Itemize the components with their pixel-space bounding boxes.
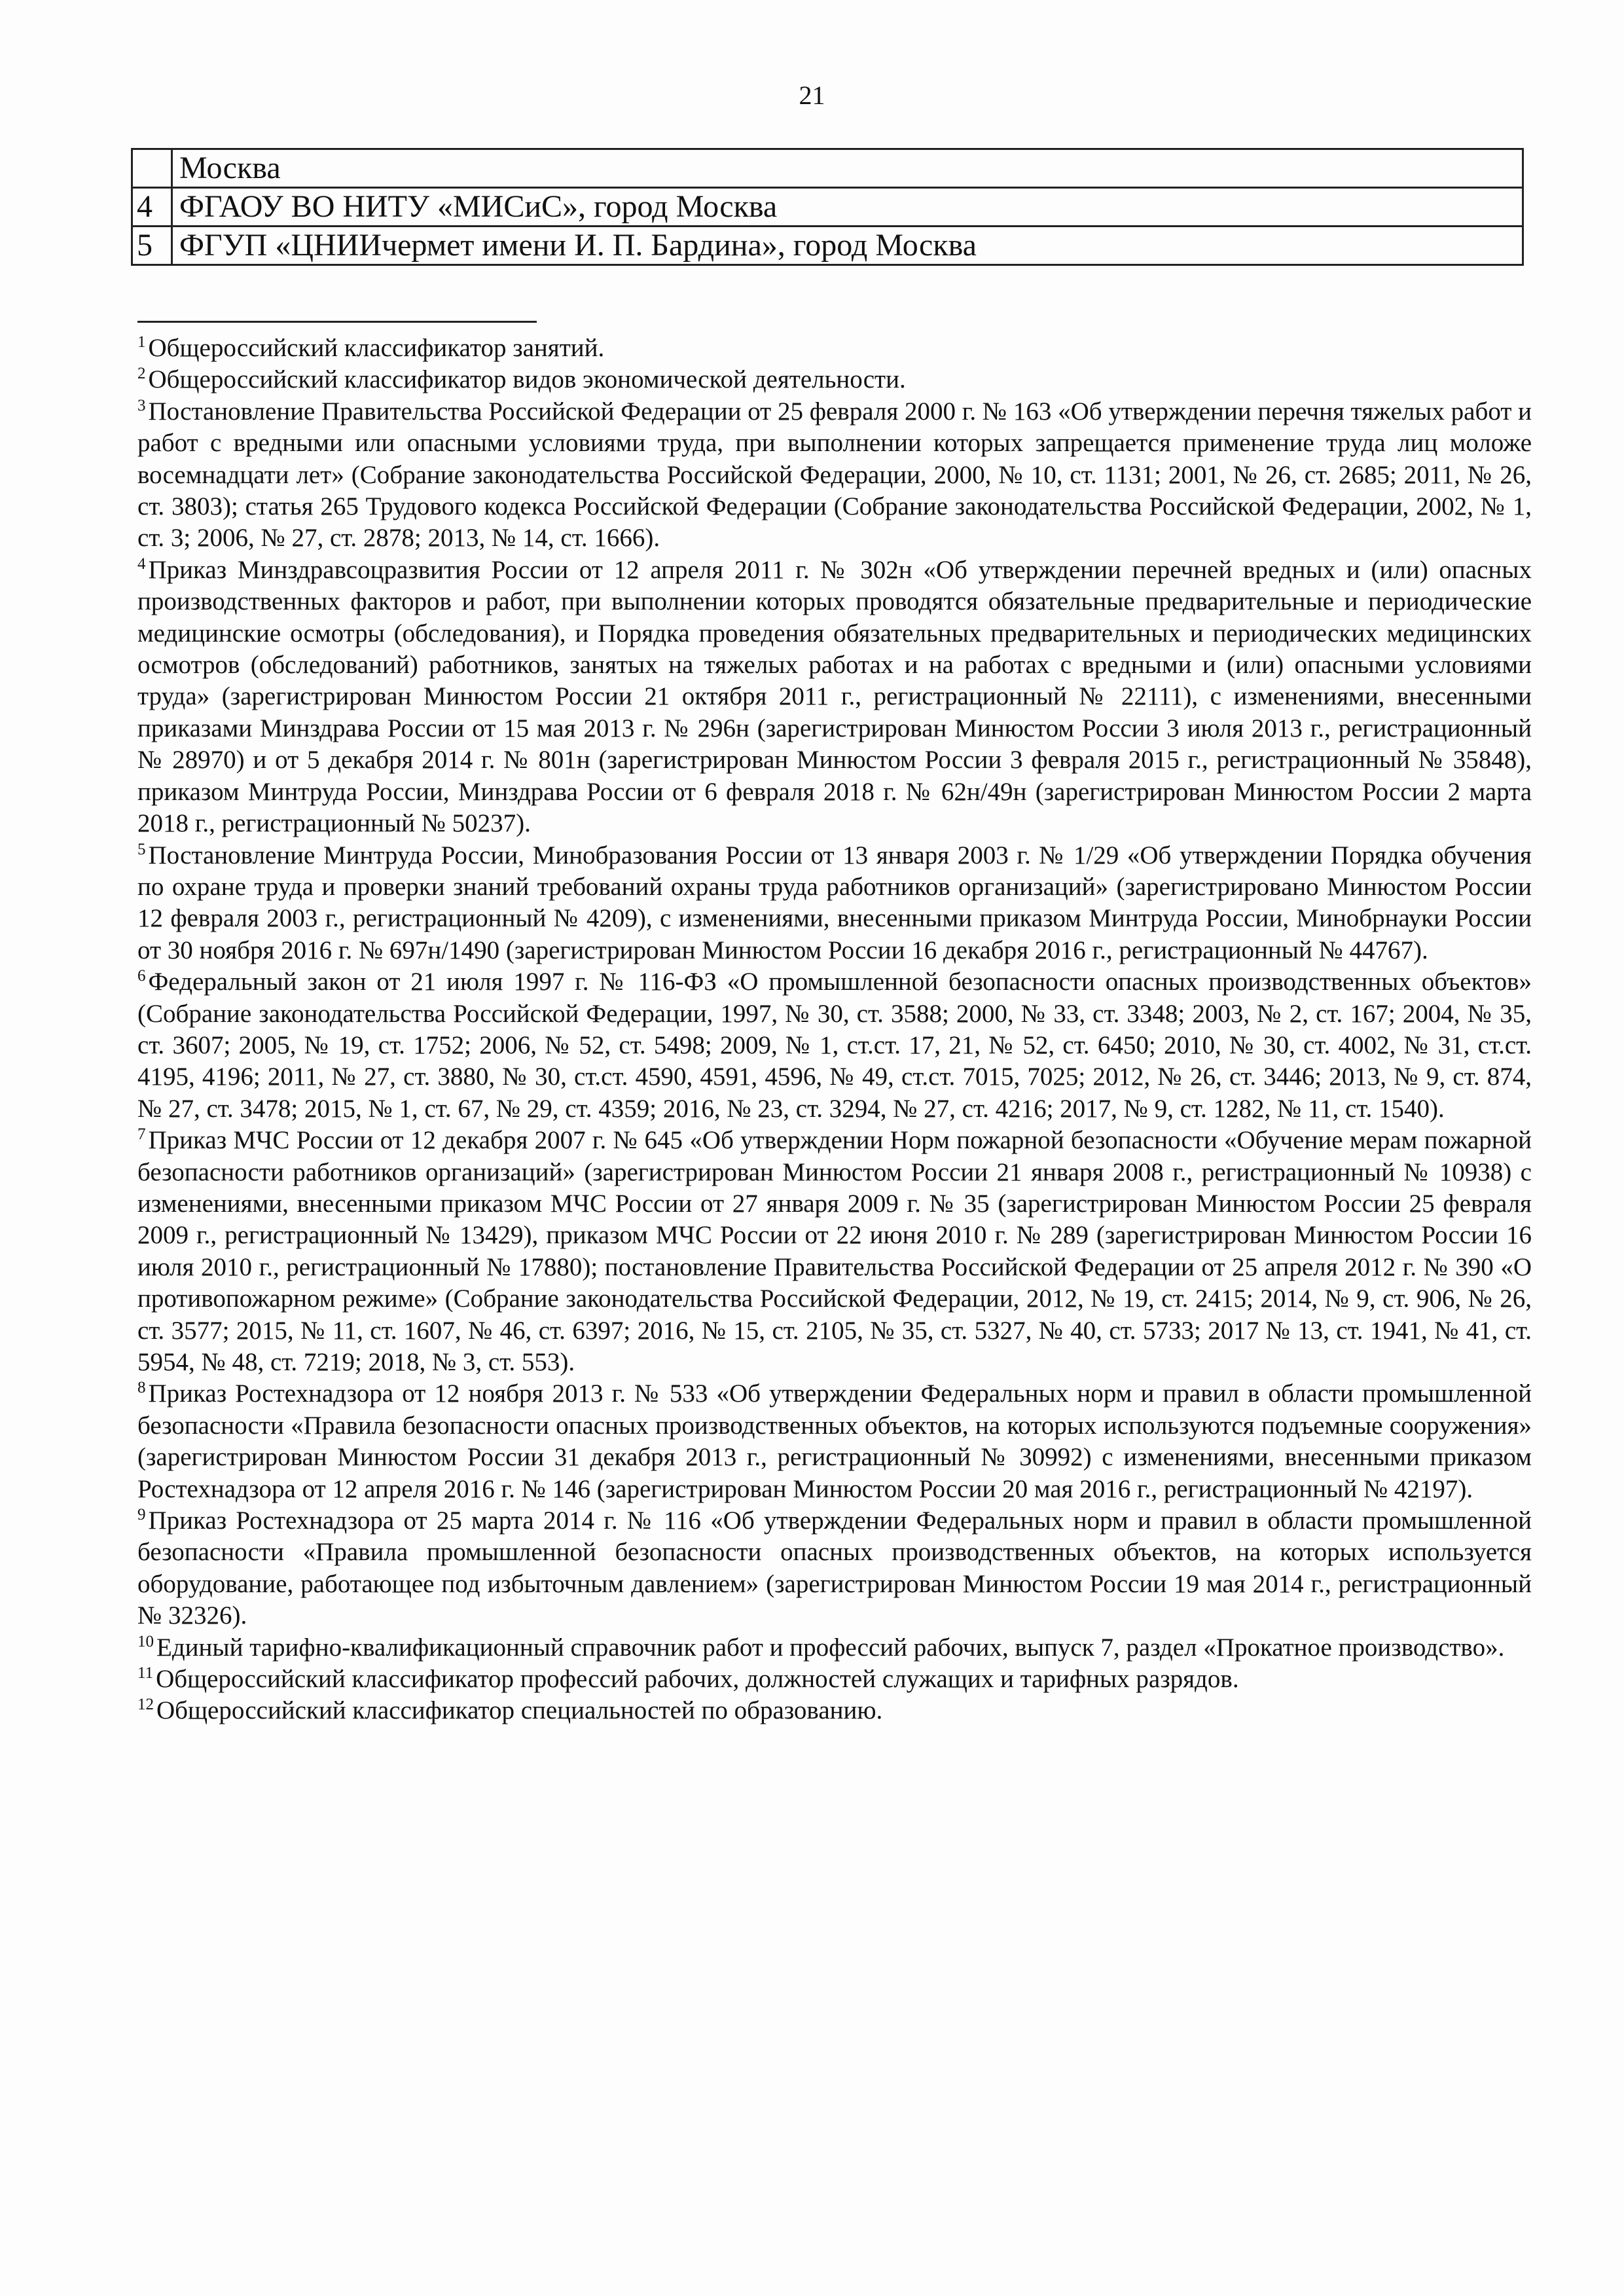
table-row: [132, 149, 1523, 188]
row-text: Москва: [172, 149, 1523, 188]
organizations-table: [131, 148, 1524, 266]
footnote-text: Общероссийский классификатор занятий.: [148, 334, 605, 362]
table-row: [132, 188, 1523, 227]
footnote-text: Федеральный закон от 21 июля 1997 г. № 116-ФЗ «О промышленной безопасности опасных производственных объектов» (Собрание законодательства Российской Федерации, 1997, № 30, ст. 3588; 2000, № 33, ст. 3348; 2003, № 2, ст. 167; 2004, № 35, ст. 3607; 2005, № 19, ст. 1752; 2006, № 52, ст. 5498; 2009, № 1, ст.ст. 17, 21, № 52, ст. 6450; 2010, № 30, ст. 4002, № 31, ст.ст. 4195, 4196; 2011, № 27, ст. 3880, № 30, ст.ст. 4590, 4591, 4596, № 49, ст.ст. 7015, 7025; 2012, № 26, ст. 3446; 2013, № 9, ст. 874, № 27, ст. 3478; 2015, № 1, ст. 67, № 29, ст. 4359; 2016, № 23, ст. 3294, № 27, ст. 4216; 2017, № 9, ст. 1282, № 11, ст. 1540).: [137, 968, 1532, 1123]
footnote-number: 9: [137, 1506, 146, 1524]
footnote-text: Приказ МЧС России от 12 декабря 2007 г. № 645 «Об утверждении Норм пожарной безопасности «Обучение мерам пожарной безопасности работников организаций» (зарегистрирован Минюстом России 21 января 2008 г., регистрационный № 10938) с изменениями, внесенными приказом МЧС России от 27 января 2009 г. № 35 (зарегистрирован Минюстом России 25 февраля 2009 г., регистрационный № 13429), приказом МЧС России от 22 июня 2010 г. № 289 (зарегистрирован Минюстом России 16 июля 2010 г., регистрационный № 17880); постановление Правительства Российской Федерации от 25 апреля 2012 г. № 390 «О противопожарном режиме» (Собрание законодательства Российской Федерации, 2012, № 19, ст. 2415; 2014, № 9, ст. 906, № 26, ст. 3577; 2015, № 11, ст. 1607, № 46, ст. 6397; 2016, № 15, ст. 2105, № 35, ст. 5327, № 40, ст. 5733; 2017 № 13, ст. 1941, № 41, ст. 5954, № 48, ст. 7219; 2018, № 3, ст. 553).: [137, 1126, 1532, 1376]
footnote-number: 5: [137, 840, 146, 858]
footnote: [137, 1505, 1532, 1632]
footnote-number: 4: [137, 555, 146, 573]
row-number: [132, 149, 172, 188]
footnote-number: 11: [137, 1664, 154, 1683]
row-text: ФГУП «ЦНИИчермет имени И. П. Бардина», город Москва: [172, 227, 1523, 265]
footnote: [137, 364, 1532, 395]
footnote-number: 3: [137, 396, 146, 414]
footnote: [137, 1125, 1532, 1378]
footnote-text: Приказ Ростехнадзора от 12 ноября 2013 г. № 533 «Об утверждении Федеральных норм и правил в области промышленной безопасности «Правила безопасности опасных производственных объектов, на которых используются подъемные сооружения» (зарегистрирован Минюстом России 31 декабря 2013 г., регистрационный № 30992) с изменениями, внесенными приказом Ростехнадзора от 12 апреля 2016 г. № 146 (зарегистрирован Минюстом России 20 мая 2016 г., регистрационный № 42197).: [137, 1379, 1532, 1503]
footnote-number: 12: [137, 1696, 154, 1714]
footnote: [137, 1664, 1532, 1695]
footnote: [137, 333, 1532, 364]
footnote-number: 2: [137, 365, 146, 383]
footnote-number: 6: [137, 967, 146, 985]
page-number: 21: [799, 81, 825, 110]
footnote-number: 10: [137, 1632, 154, 1650]
row-text: ФГАОУ ВО НИТУ «МИСиС», город Москва: [172, 188, 1523, 227]
footnote: [137, 1695, 1532, 1726]
footnote-text: Приказ Минздравсоцразвития России от 12 апреля 2011 г. № 302н «Об утверждении перечней вредных и (или) опасных производственных факторов и работ, при выполнении которых проводятся обязательные предварительные и периодические медицинские осмотры (обследования), и Порядка проведения обязательных предварительных и периодических медицинских осмотров (обследований) работников, занятых на тяжелых работах и на работах с вредными и (или) опасными условиями труда» (зарегистрирован Минюстом России 21 октября 2011 г., регистрационный № 22111), с изменениями, внесенными приказами Минздрава России от 15 мая 2013 г. № 296н (зарегистрирован Минюстом России 3 июля 2013 г., регистрационный № 28970) и от 5 декабря 2014 г. № 801н (зарегистрирован Минюстом России 3 февраля 2015 г., регистрационный № 35848), приказом Минтруда России, Минздрава России от 6 февраля 2018 г. № 62н/49н (зарегистрирован Минюстом России 2 марта 2018 г., регистрационный № 50237).: [137, 555, 1532, 838]
footnote-text: Приказ Ростехнадзора от 25 марта 2014 г. № 116 «Об утверждении Федеральных норм и правил в области промышленной безопасности «Правила промышленной безопасности опасных производственных объектов, на которых используется оборудование, работающее под избыточным давлением» (зарегистрирован Минюстом России 19 мая 2014 г., регистрационный № 32326).: [137, 1506, 1532, 1630]
footnote-separator: [137, 321, 537, 323]
row-number: 5: [132, 227, 172, 265]
footnote: [137, 966, 1532, 1125]
footnote: [137, 840, 1532, 967]
footnote-text: Единый тарифно-квалификационный справочник работ и профессий рабочих, выпуск 7, раздел «Прокатное производство».: [156, 1633, 1505, 1662]
footnote-number: 1: [137, 333, 146, 351]
footnote: [137, 1632, 1532, 1664]
footnote: [137, 555, 1532, 840]
footnote-text: Постановление Правительства Российской Федерации от 25 февраля 2000 г. № 163 «Об утверждении перечня тяжелых работ и работ с вредными или опасными условиями труда, при выполнении которых запрещается применение труда лиц моложе восемнадцати лет» (Собрание законодательства Российской Федерации, 2000, № 10, ст. 1131; 2001, № 26, ст. 2685; 2011, № 26, ст. 3803); статья 265 Трудового кодекса Российской Федерации (Собрание законодательства Российской Федерации, 2002, № 1, ст. 3; 2006, № 27, ст. 2878; 2013, № 14, ст. 1666).: [137, 397, 1532, 553]
footnote-number: 8: [137, 1379, 146, 1397]
table-row: [132, 227, 1523, 265]
row-number: 4: [132, 188, 172, 227]
footnote-text: Общероссийский классификатор профессий рабочих, должностей служащих и тарифных разрядов.: [156, 1665, 1239, 1694]
footnotes: [137, 333, 1532, 1727]
footnote-text: Общероссийский классификатор специальностей по образованию.: [156, 1696, 883, 1725]
footnote: [137, 396, 1532, 555]
footnote-number: 7: [137, 1125, 146, 1144]
footnote: [137, 1378, 1532, 1505]
footnote-text: Постановление Минтруда России, Минобразования России от 13 января 2003 г. № 1/29 «Об утверждении Порядка обучения по охране труда и проверки знаний требований охраны труда работников организаций» (зарегистрировано Минюстом России 12 февраля 2003 г., регистрационный № 4209), с изменениями, внесенными приказом Минтруда России, Минобрнауки России от 30 ноября 2016 г. № 697н/1490 (зарегистрирован Минюстом России 16 декабря 2016 г., регистрационный № 44767).: [137, 841, 1532, 964]
footnote-text: Общероссийский классификатор видов экономической деятельности.: [148, 365, 906, 394]
